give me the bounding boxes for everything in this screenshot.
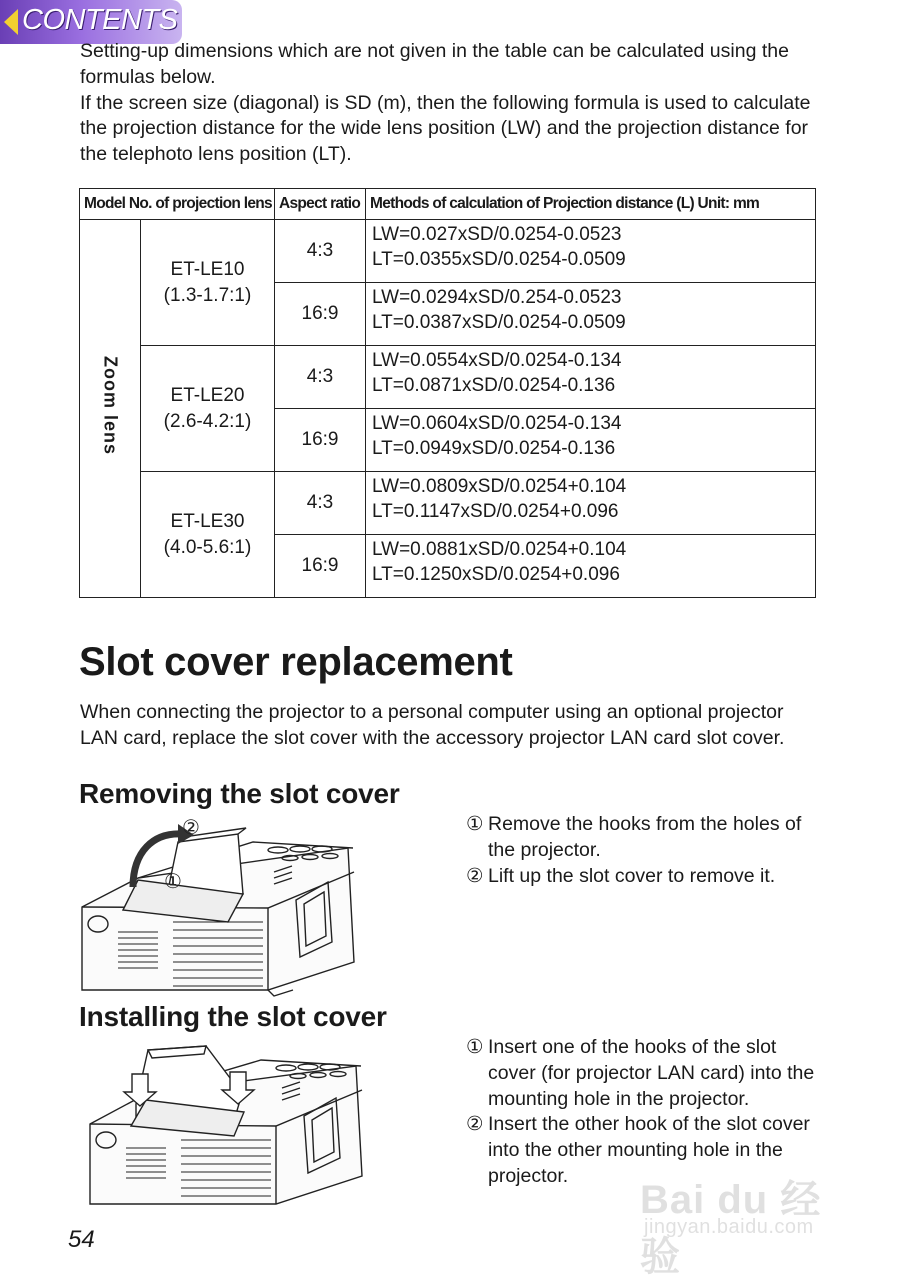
callout-2: ② <box>182 815 200 839</box>
zoom-lens-label: Zoom lens <box>100 355 121 455</box>
step-text: Remove the hooks from the holes of the projector. <box>488 813 802 861</box>
step-number: ① <box>466 813 484 835</box>
formula-cell <box>366 535 816 598</box>
aspect-cell: 16:9 <box>275 535 366 598</box>
step-text: Insert one of the hooks of the slot cover (for projector LAN card) into the mounting hole in the projector. <box>488 1036 815 1110</box>
model-cell <box>141 472 275 598</box>
formula-lw: LW=0.0881xSD/0.0254+0.104 <box>372 539 627 560</box>
step-number: ② <box>466 864 484 887</box>
model-range: (4.0-5.6:1) <box>163 536 252 558</box>
aspect-cell: 16:9 <box>275 283 366 346</box>
table-row <box>80 220 816 283</box>
formula-cell <box>366 346 816 409</box>
intro-line-2: If the screen size (diagonal) is SD (m), then the following formula is used to calculate the projection distance for the wide lens position (LW) and the projection distance for the telephoto lens position (LT). <box>80 91 811 166</box>
header-model: Model No. of projection lens <box>80 189 275 220</box>
aspect-cell: 4:3 <box>275 472 366 535</box>
formula-cell <box>366 409 816 472</box>
list-item <box>466 812 826 864</box>
baidu-watermark <box>640 1150 860 1279</box>
list-item <box>466 1035 826 1112</box>
installing-illustration <box>86 1044 368 1212</box>
model-cell <box>141 220 275 346</box>
model-cell <box>141 346 275 472</box>
formula-lw: LW=0.0809xSD/0.0254+0.104 <box>372 476 627 497</box>
table-row <box>80 346 816 409</box>
formula-cell <box>366 220 816 283</box>
removing-illustration <box>78 812 360 998</box>
model-name: ET-LE30 <box>170 510 245 532</box>
watermark-brand: Bai du 经验 <box>640 1178 822 1279</box>
projection-distance-table <box>79 188 816 598</box>
formula-lt: LT=0.1147xSD/0.0254+0.096 <box>372 501 619 522</box>
formula-lt: LT=0.0387xSD/0.0254-0.0509 <box>372 312 626 333</box>
formula-lt: LT=0.1250xSD/0.0254+0.096 <box>372 564 620 585</box>
removing-steps <box>466 812 826 889</box>
aspect-cell: 4:3 <box>275 220 366 283</box>
zoom-lens-group-cell <box>80 220 141 598</box>
formula-lt: LT=0.0871xSD/0.0254-0.136 <box>372 375 616 396</box>
step-number: ① <box>466 1036 484 1058</box>
page-number: 54 <box>68 1226 95 1253</box>
formula-lt: LT=0.0355xSD/0.0254-0.0509 <box>372 249 626 270</box>
step-number: ② <box>466 1113 484 1136</box>
intro-text <box>80 39 820 168</box>
model-name: ET-LE20 <box>170 384 245 406</box>
formula-cell <box>366 472 816 535</box>
formula-lw: LW=0.0294xSD/0.254-0.0523 <box>372 287 622 308</box>
section-description: When connecting the projector to a personal computer using an optional projector LAN card, replace the slot cover with the accessory projector LAN card slot cover. <box>80 701 785 749</box>
model-range: (1.3-1.7:1) <box>163 284 252 306</box>
step-text: Lift up the slot cover to remove it. <box>488 864 776 887</box>
removing-title: Removing the slot cover <box>79 778 400 809</box>
model-range: (2.6-4.2:1) <box>163 410 252 432</box>
intro-line-1: Setting-up dimensions which are not given in the table can be calculated using the formulas below. <box>80 40 789 88</box>
table-header-row <box>80 189 816 220</box>
formula-lw: LW=0.0554xSD/0.0254-0.134 <box>372 350 622 371</box>
header-aspect: Aspect ratio <box>275 189 366 220</box>
aspect-cell: 4:3 <box>275 346 366 409</box>
aspect-cell: 16:9 <box>275 409 366 472</box>
step-text: Insert the other hook of the slot cover into the other mounting hole in the projector. <box>488 1113 810 1187</box>
watermark-url: jingyan.baidu.com <box>644 1216 814 1238</box>
formula-lw: LW=0.027xSD/0.0254-0.0523 <box>372 224 622 245</box>
header-method: Methods of calculation of Projection distance (L) Unit: mm <box>366 189 816 220</box>
list-item <box>466 864 826 890</box>
formula-lw: LW=0.0604xSD/0.0254-0.134 <box>372 413 622 434</box>
formula-cell <box>366 283 816 346</box>
contents-button[interactable] <box>0 0 182 44</box>
formula-lt: LT=0.0949xSD/0.0254-0.136 <box>372 438 616 459</box>
contents-label: CONTENTS <box>22 4 178 36</box>
back-arrow-icon <box>4 9 18 35</box>
installing-title: Installing the slot cover <box>79 1001 387 1032</box>
callout-1: ① <box>164 869 182 893</box>
table-row <box>80 472 816 535</box>
model-name: ET-LE10 <box>170 258 245 280</box>
section-title: Slot cover replacement <box>79 640 513 684</box>
